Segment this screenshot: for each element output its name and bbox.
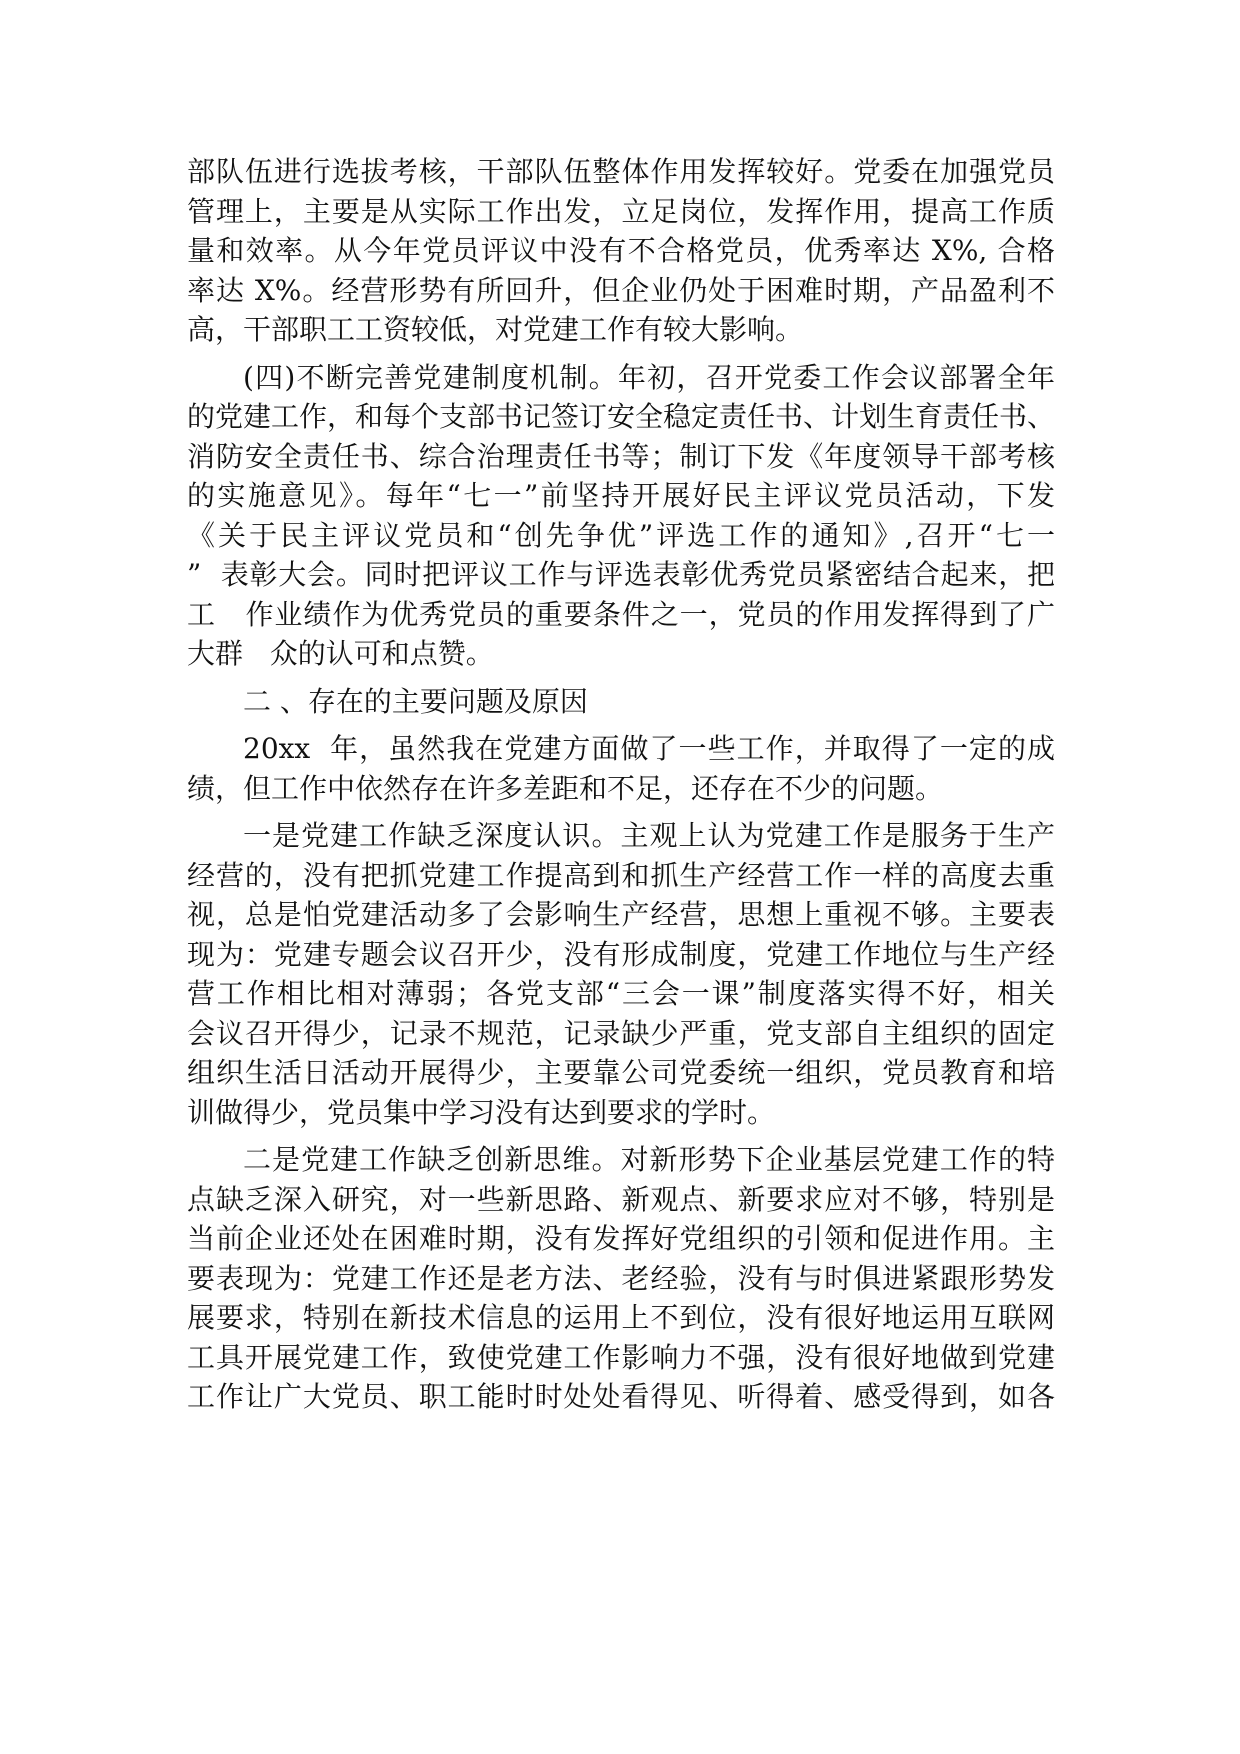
text-line: 管理上，主要是从实际工作出发，立足岗位，发挥作用，提高工作质 (187, 194, 1055, 228)
text-line: 工 作业绩作为优秀党员的重要条件之一，党员的作用发挥得到了广 (187, 597, 1055, 631)
text-line: 部队伍进行选拔考核，干部队伍整体作用发挥较好。党委在加强党员 (187, 155, 1055, 188)
paragraph-lack-of-innovation (187, 1140, 1055, 1417)
text-line: (四)不断完善党建制度机制。年初，召开党委工作会议部署全年 (243, 360, 1055, 394)
text-line: 《关于民主评议党员和“创先争优”评选工作的通知》,召开“七一 (187, 518, 1055, 552)
document-body (187, 152, 1055, 1417)
text-line: 工具开展党建工作，致使党建工作影响力不强，没有很好地做到党建 (187, 1340, 1055, 1374)
text-line: 展要求，特别在新技术信息的运用上不到位，没有很好地运用互联网 (187, 1301, 1055, 1334)
text-line: 视，总是怕党建活动多了会影响生产经营，思想上重视不够。主要表 (187, 898, 1055, 931)
text-line: 点缺乏深入研究，对一些新思路、新观点、新要求应对不够，特别是 (187, 1182, 1055, 1216)
paragraph-lack-of-awareness (187, 816, 1055, 1132)
text-line: 现为：党建专题会议召开少，没有形成制度，党建工作地位与生产经 (187, 937, 1055, 971)
text-line: 会议召开得少，记录不规范，记录缺少严重，党支部自主组织的固定 (187, 1016, 1055, 1050)
text-line: 20xx 年，虽然我在党建方面做了一些工作，并取得了一定的成 (243, 732, 1055, 765)
text-line: 大群 众的认可和点赞。 (187, 637, 494, 670)
text-line: 经营的，没有把抓党建工作提高到和抓生产经营工作一样的高度去重 (187, 858, 1055, 892)
text-line: 工作让广大党员、职工能时时处处看得见、听得着、感受得到，如各 (187, 1380, 1055, 1413)
paragraph-system-mechanism (187, 358, 1055, 674)
paragraph-intro-problems (187, 729, 1055, 808)
paragraph-cadre-management (187, 152, 1055, 350)
text-line: 一是党建工作缺乏深度认识。主观上认为党建工作是服务于生产 (243, 819, 1055, 852)
text-line: 高，干部职工工资较低，对党建工作有较大影响。 (187, 313, 804, 346)
text-line: 量和效率。从今年党员评议中没有不合格党员，优秀率达 X%, 合格 (187, 234, 1055, 267)
text-line: ” 表彰大会。同时把评议工作与评选表彰优秀党员紧密结合起来，把 (187, 558, 1055, 591)
text-line: 训做得少，党员集中学习没有达到要求的学时。 (187, 1095, 776, 1129)
section-heading: 二 、存在的主要问题及原因 (243, 684, 588, 718)
text-line: 组织生活日活动开展得少，主要靠公司党委统一组织，党员教育和培 (187, 1056, 1055, 1089)
text-line: 二是党建工作缺乏创新思维。对新形势下企业基层党建工作的特 (243, 1143, 1055, 1176)
text-line: 要表现为：党建工作还是老方法、老经验，没有与时俱进紧跟形势发 (187, 1261, 1055, 1295)
text-line: 消防安全责任书、综合治理责任书等；制订下发《年度领导干部考核 (187, 439, 1055, 473)
text-line: 的实施意见》。每年“七一”前坚持开展好民主评议党员活动，下发 (187, 479, 1055, 512)
section-heading-problems (187, 682, 1055, 722)
text-line: 的党建工作，和每个支部书记签订安全稳定责任书、计划生育责任书、 (187, 400, 1056, 433)
text-line: 率达 X%。经营形势有所回升，但企业仍处于困难时期，产品盈利不 (187, 273, 1055, 307)
text-line: 营工作相比相对薄弱；各党支部“三会一课”制度落实得不好，相关 (187, 977, 1055, 1010)
text-line: 当前企业还处在困难时期，没有发挥好党组织的引领和促进作用。主 (187, 1222, 1055, 1255)
text-line: 绩，但工作中依然存在许多差距和不足，还存在不少的问题。 (187, 771, 944, 805)
